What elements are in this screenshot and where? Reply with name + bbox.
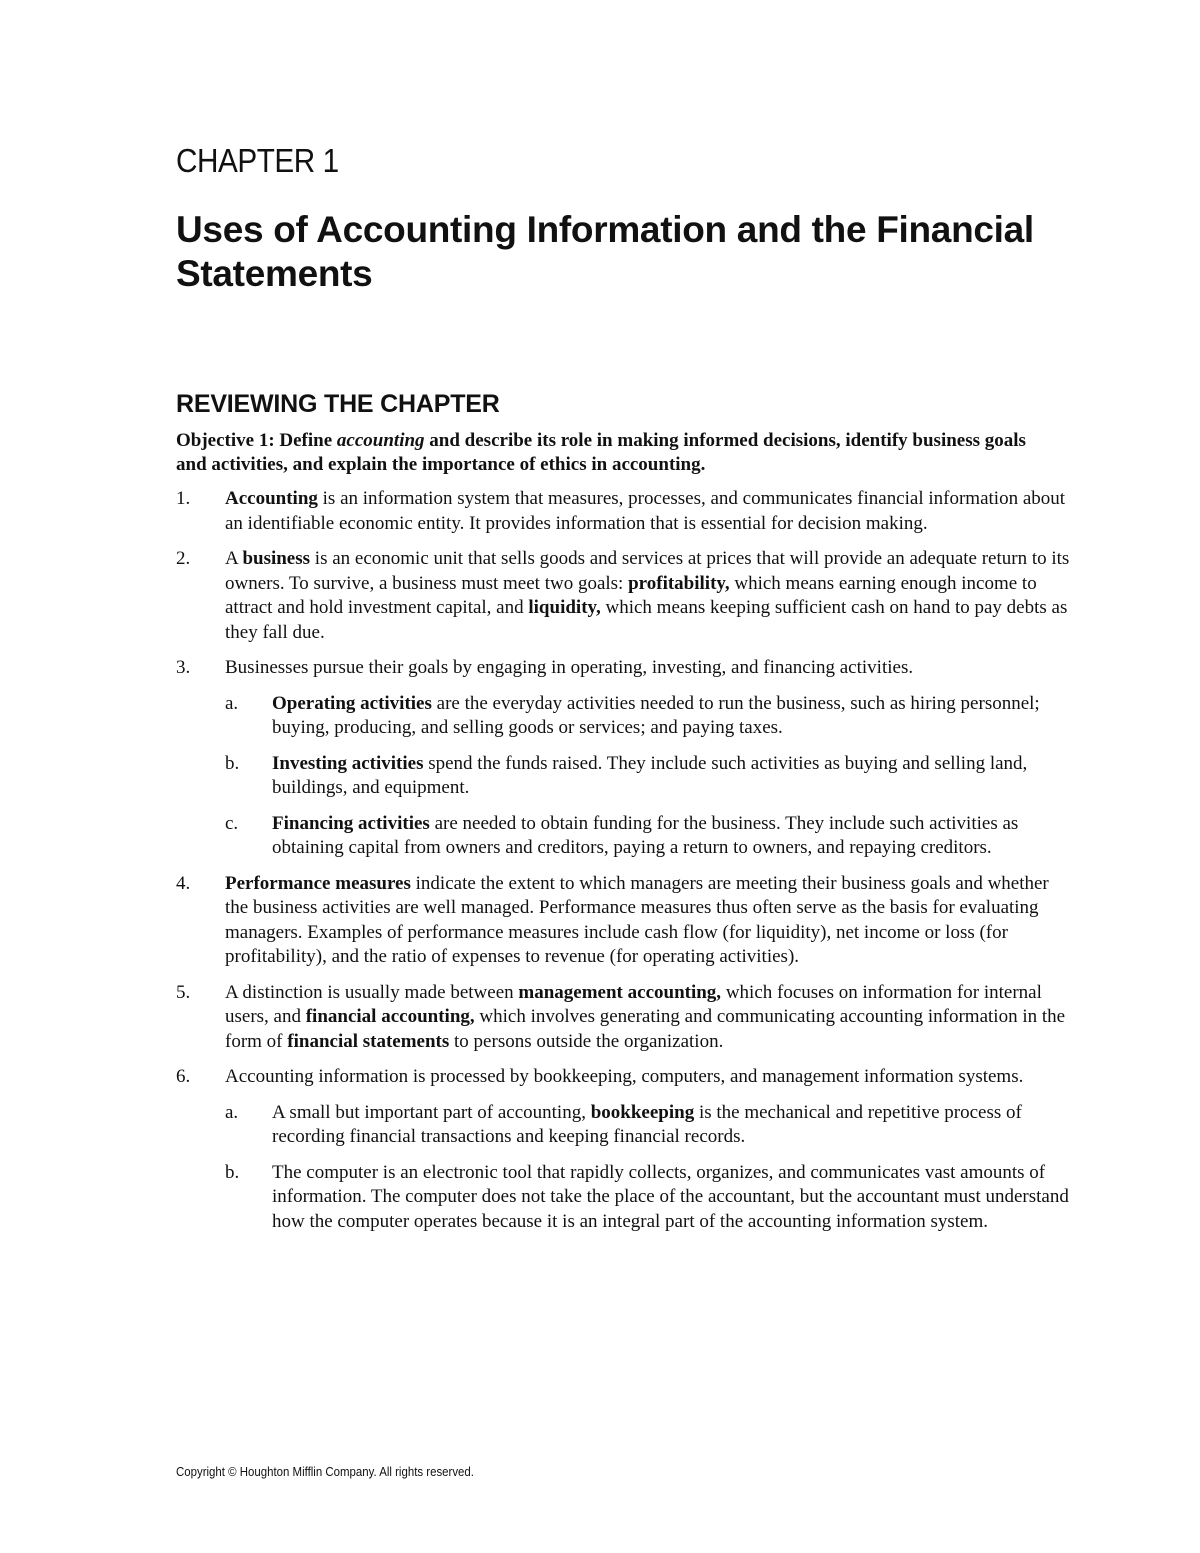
sub-list-item <box>176 692 1076 741</box>
bold-term: bookkeeping <box>590 1101 695 1123</box>
list-item <box>176 547 1076 645</box>
bold-term: profitability, <box>628 572 730 594</box>
list-item-number: 4. <box>176 872 191 894</box>
list-item <box>176 656 1076 681</box>
chapter-title: Uses of Accounting Information and the Financial Statements <box>176 209 1034 294</box>
sub-list-item <box>176 1101 1076 1150</box>
text-run: which focuses on information for internal users, and <box>225 981 1042 1027</box>
sub-list-item-letter: c. <box>225 812 239 834</box>
bold-term: liquidity, <box>528 597 601 618</box>
text-run: A small but important part of accounting, <box>272 1101 591 1123</box>
objective-prefix: Objective 1: Define <box>176 430 337 451</box>
bold-term: financial accounting, <box>305 1006 475 1027</box>
list-item <box>176 981 1076 1055</box>
text-run: Accounting information is processed by bookkeeping, computers, and management information systems. <box>225 1066 1024 1087</box>
text-run: are needed to obtain funding for the business. They include such activities as obtaining capital from owners and creditors, paying a return to owners, and repaying creditors. <box>272 812 1019 858</box>
list-item-number: 5. <box>176 981 191 1003</box>
list-item-number: 6. <box>176 1066 191 1087</box>
bold-term: management accounting, <box>518 981 722 1003</box>
text-run: Businesses pursue their goals by engaging in operating, investing, and financing activities. <box>225 657 914 678</box>
bold-term: Investing activities <box>272 752 424 774</box>
bold-term: Financing activities <box>272 812 430 834</box>
copyright-footer: Copyright © Houghton Mifflin Company. All rights reserved. <box>176 1464 474 1479</box>
text-run: to persons outside the organization. <box>449 1030 724 1052</box>
list-item <box>176 872 1076 970</box>
sub-list-item <box>176 812 1076 861</box>
bold-term: Performance measures <box>225 872 411 894</box>
text-run: is the mechanical and repetitive process of recording financial transactions and keeping financial records. <box>272 1101 1022 1147</box>
text-run: indicate the extent to which managers are meeting their business goals and whether the business activities are well managed. Performance measures thus often serve as the basis for evaluating managers. Examples of performance measures include cash flow (for liquidity), net income or loss (for profitability), and the ratio of expenses to revenue (for operating activities). <box>225 872 1049 967</box>
text-run: which means keeping sufficient cash on hand to pay debts as they fall due. <box>225 597 1068 643</box>
list-item <box>176 487 1076 536</box>
sub-list-item <box>176 1161 1076 1235</box>
bold-term: financial statements <box>287 1030 450 1052</box>
bold-term: business <box>242 548 311 569</box>
section-heading: REVIEWING THE CHAPTER <box>176 390 500 418</box>
sub-list-item-letter: a. <box>225 1101 239 1123</box>
sub-list-item <box>176 752 1076 801</box>
objective-term: accounting <box>336 430 425 451</box>
list-item-number: 3. <box>176 657 191 678</box>
text-run: spend the funds raised. They include such activities as buying and selling land, buildings, and equipment. <box>272 752 1028 798</box>
objective-heading <box>176 429 1056 477</box>
numbered-list <box>176 487 1076 1245</box>
list-item-number: 1. <box>176 488 191 509</box>
text-run: is an economic unit that sells goods and services at prices that will provide an adequate return to its owners. To survive, a business must meet two goals: <box>225 548 1070 594</box>
text-run: A <box>225 548 243 569</box>
sub-list-item-letter: b. <box>225 1161 240 1183</box>
text-run: The computer is an electronic tool that rapidly collects, organizes, and communicates vast amounts of information. The computer does not take the place of the accountant, but the accountant must understand how the computer operates because it is an integral part of the accounting information system. <box>272 1161 1069 1232</box>
sub-list-item-letter: b. <box>225 752 240 774</box>
text-run: which involves generating and communicating accounting information in the form of <box>225 1006 1066 1052</box>
list-item-number: 2. <box>176 548 191 569</box>
bold-term: Accounting <box>225 488 318 509</box>
text-run: is an information system that measures, processes, and communicates financial information about an identifiable economic entity. It provides information that is essential for decision making. <box>225 488 1066 534</box>
text-run: which means earning enough income to attract and hold investment capital, and <box>225 572 1037 618</box>
text-run: are the everyday activities needed to run the business, such as hiring personnel; buying, producing, and selling goods or services; and paying taxes. <box>272 692 1040 738</box>
objective-rest: and describe its role in making informed decisions, identify business goals and activities, and explain the importance of ethics in accounting. <box>176 430 1026 475</box>
sub-list-item-letter: a. <box>225 692 239 714</box>
bold-term: Operating activities <box>272 692 432 714</box>
chapter-label: CHAPTER 1 <box>176 142 339 179</box>
list-item <box>176 1065 1076 1090</box>
text-run: A distinction is usually made between <box>225 981 519 1003</box>
